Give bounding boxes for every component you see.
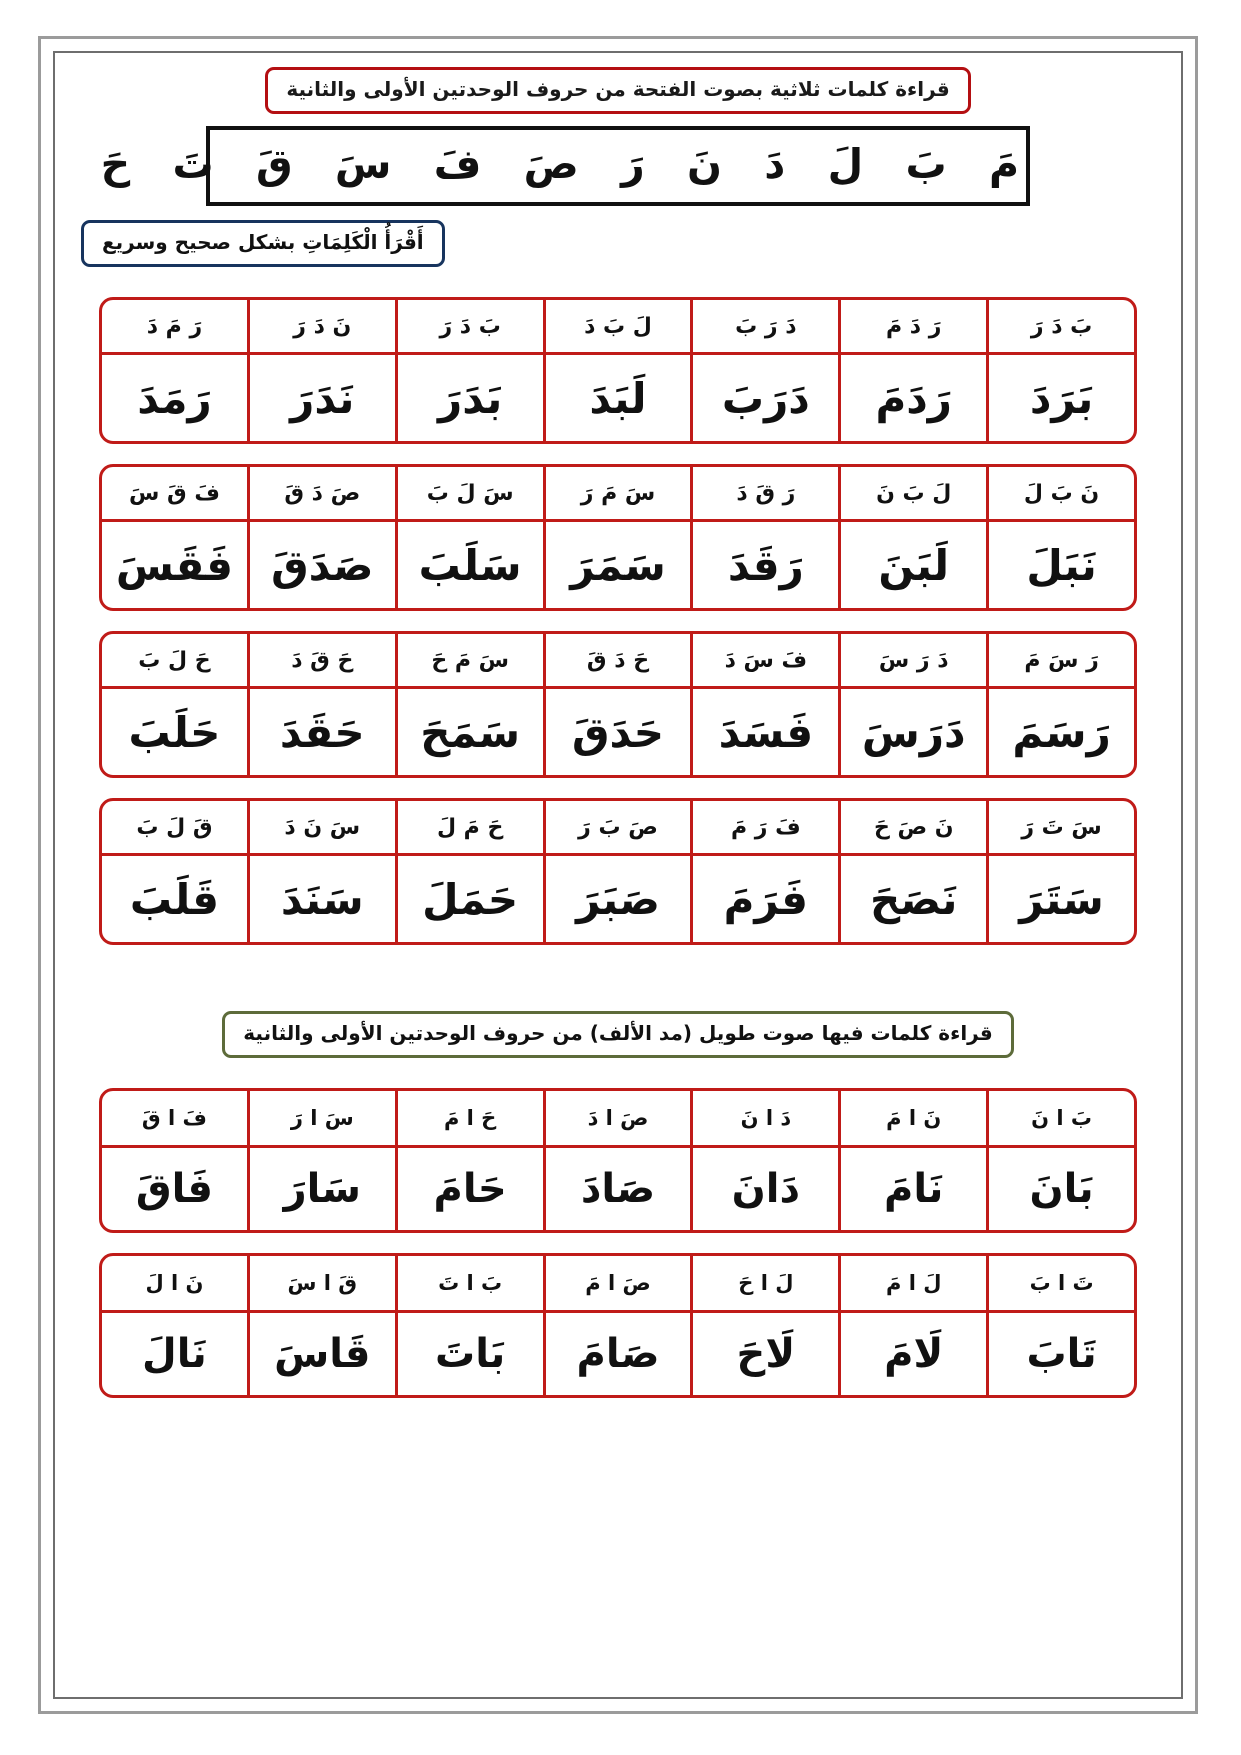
section1-title: قراءة كلمات ثلاثية بصوت الفتحة من حروف الوحدتين الأولى والثانية (265, 67, 970, 114)
word-cell: صَامَ (543, 1313, 691, 1395)
word-cell: سَمَحَ (395, 689, 543, 775)
word-table-mad (99, 1088, 1137, 1233)
analysis-cell: لَ ا مَ (838, 1256, 986, 1310)
analysis-row (102, 467, 1134, 522)
analysis-cell: نَ بَ لَ (986, 467, 1134, 519)
worksheet-content (55, 53, 1181, 1697)
letter: تَ (172, 140, 214, 188)
analysis-cell: لَ ا حَ (690, 1256, 838, 1310)
letters-line (100, 140, 1026, 188)
instruction-text: أَقْرَأُ الْكَلِمَاتِ بشكل صحيح وسريع (81, 220, 445, 267)
analysis-cell: نَ صَ حَ (838, 801, 986, 853)
spacer (81, 965, 1155, 1011)
word-cell: قَلَبَ (129, 874, 219, 924)
letter: قَ (255, 140, 293, 188)
letter: بَ (905, 140, 947, 188)
analysis-cell: فَ ا قَ (141, 1106, 207, 1130)
analysis-cell: سَ نَ دَ (247, 801, 395, 853)
word-row (102, 689, 1134, 775)
analysis-cell: تَ ا بَ (986, 1256, 1134, 1310)
word-cell: رَقَدَ (690, 522, 838, 608)
analysis-cell: حَ ا مَ (395, 1091, 543, 1145)
analysis-cell: حَ مَ لَ (395, 801, 543, 853)
analysis-cell: رَ قَ دَ (690, 467, 838, 519)
word-cell: رَدَمَ (838, 355, 986, 441)
analysis-cell: سَ مَ رَ (543, 467, 691, 519)
analysis-cell: بَ ا تَ (395, 1256, 543, 1310)
word-cell: حَلَبَ (128, 707, 221, 757)
word-cell: بَاتَ (395, 1313, 543, 1395)
analysis-cell: رَ سَ مَ (986, 634, 1134, 686)
word-cell: صَبَرَ (543, 856, 691, 942)
analysis-row (102, 1256, 1134, 1313)
analysis-cell: حَ دَ قَ (543, 634, 691, 686)
analysis-cell: فَ سَ دَ (690, 634, 838, 686)
word-cell: سَتَرَ (986, 856, 1134, 942)
analysis-cell: صَ بَ رَ (543, 801, 691, 853)
analysis-cell: بَ دَ رَ (986, 300, 1134, 352)
word-cell: فَرَمَ (690, 856, 838, 942)
word-cell: حَمَلَ (395, 856, 543, 942)
analysis-cell: سَ مَ حَ (395, 634, 543, 686)
word-cell: صَدَقَ (247, 522, 395, 608)
page-outer-frame (38, 36, 1198, 1714)
word-cell: صَادَ (543, 1148, 691, 1230)
word-table (99, 297, 1137, 444)
word-cell: بَانَ (986, 1148, 1134, 1230)
analysis-cell: سَ لَ بَ (395, 467, 543, 519)
page-inner-frame (53, 51, 1183, 1699)
letter: فَ (433, 140, 482, 188)
analysis-cell: فَ رَ مَ (690, 801, 838, 853)
word-row (102, 856, 1134, 942)
analysis-cell: سَ تَ رَ (986, 801, 1134, 853)
word-cell: سَمَرَ (543, 522, 691, 608)
letter: حَ (100, 140, 131, 188)
analysis-row (102, 801, 1134, 856)
analysis-cell: بَ دَ رَ (395, 300, 543, 352)
analysis-cell: فَ قَ سَ (128, 480, 220, 506)
analysis-cell: دَ رَ سَ (838, 634, 986, 686)
section2-title: قراءة كلمات فيها صوت طويل (مد الألف) من حروف الوحدتين الأولى والثانية (222, 1011, 1013, 1058)
word-cell: رَمَدَ (137, 373, 212, 423)
word-cell: بَرَدَ (986, 355, 1134, 441)
analysis-cell: صَ ا مَ (543, 1256, 691, 1310)
word-table-mad (99, 1253, 1137, 1398)
analysis-row (102, 300, 1134, 355)
section1-title-row (81, 67, 1155, 114)
word-cell: سَلَبَ (395, 522, 543, 608)
word-cell: رَسَمَ (986, 689, 1134, 775)
word-cell: سَارَ (247, 1148, 395, 1230)
analysis-cell: سَ ا رَ (247, 1091, 395, 1145)
analysis-cell: صَ ا دَ (543, 1091, 691, 1145)
word-cell: تَابَ (986, 1313, 1134, 1395)
spacer (81, 267, 1155, 297)
word-cell: لَاحَ (690, 1313, 838, 1395)
word-cell: فَقَسَ (115, 540, 233, 590)
word-cell: نَبَلَ (986, 522, 1134, 608)
word-row (102, 355, 1134, 441)
word-table (99, 798, 1137, 945)
analysis-cell: دَ رَ بَ (690, 300, 838, 352)
word-cell: فَسَدَ (690, 689, 838, 775)
analysis-cell: صَ دَ قَ (247, 467, 395, 519)
word-cell: نَالَ (142, 1331, 207, 1377)
spacer (81, 206, 1155, 220)
word-table (99, 631, 1137, 778)
word-row (102, 1148, 1134, 1230)
analysis-cell: نَ دَ رَ (247, 300, 395, 352)
analysis-row (102, 1091, 1134, 1148)
analysis-cell: لَ بَ دَ (543, 300, 691, 352)
word-row (102, 1313, 1134, 1395)
word-cell: نَصَحَ (838, 856, 986, 942)
letter: سَ (334, 140, 392, 188)
letter: مَ (988, 140, 1019, 188)
analysis-cell: حَ لَ بَ (138, 647, 211, 673)
analysis-cell: قَ ا سَ (247, 1256, 395, 1310)
letter: نَ (686, 140, 722, 188)
analysis-cell: حَ قَ دَ (247, 634, 395, 686)
word-cell: لَبَدَ (543, 355, 691, 441)
analysis-cell: نَ ا لَ (145, 1271, 204, 1295)
word-table (99, 464, 1137, 611)
section2-title-row (81, 1011, 1155, 1058)
letter: صَ (523, 140, 579, 188)
letter: دَ (764, 140, 786, 188)
word-cell: نَدَرَ (247, 355, 395, 441)
analysis-cell: قَ لَ بَ (136, 814, 213, 840)
word-row (102, 522, 1134, 608)
analysis-cell: دَ ا نَ (690, 1091, 838, 1145)
word-cell: دَانَ (690, 1148, 838, 1230)
word-cell: بَدَرَ (395, 355, 543, 441)
word-cell: نَامَ (838, 1148, 986, 1230)
instruction-row (81, 220, 1155, 267)
word-cell: حَدَقَ (543, 689, 691, 775)
word-cell: فَاقَ (135, 1166, 213, 1212)
word-cell: قَاسَ (247, 1313, 395, 1395)
word-cell: لَامَ (838, 1313, 986, 1395)
analysis-cell: رَ دَ مَ (838, 300, 986, 352)
analysis-cell: رَ مَ دَ (146, 313, 203, 339)
letter: لَ (827, 140, 864, 188)
analysis-row (102, 634, 1134, 689)
analysis-cell: نَ ا مَ (838, 1091, 986, 1145)
word-cell: سَنَدَ (247, 856, 395, 942)
letters-strip (100, 126, 1030, 206)
analysis-cell: بَ ا نَ (986, 1091, 1134, 1145)
word-cell: حَقَدَ (247, 689, 395, 775)
analysis-cell: لَ بَ نَ (838, 467, 986, 519)
word-cell: دَرَسَ (838, 689, 986, 775)
word-cell: لَبَنَ (838, 522, 986, 608)
word-cell: دَرَبَ (690, 355, 838, 441)
spacer (81, 1058, 1155, 1088)
word-cell: حَامَ (395, 1148, 543, 1230)
letter: رَ (621, 140, 645, 188)
